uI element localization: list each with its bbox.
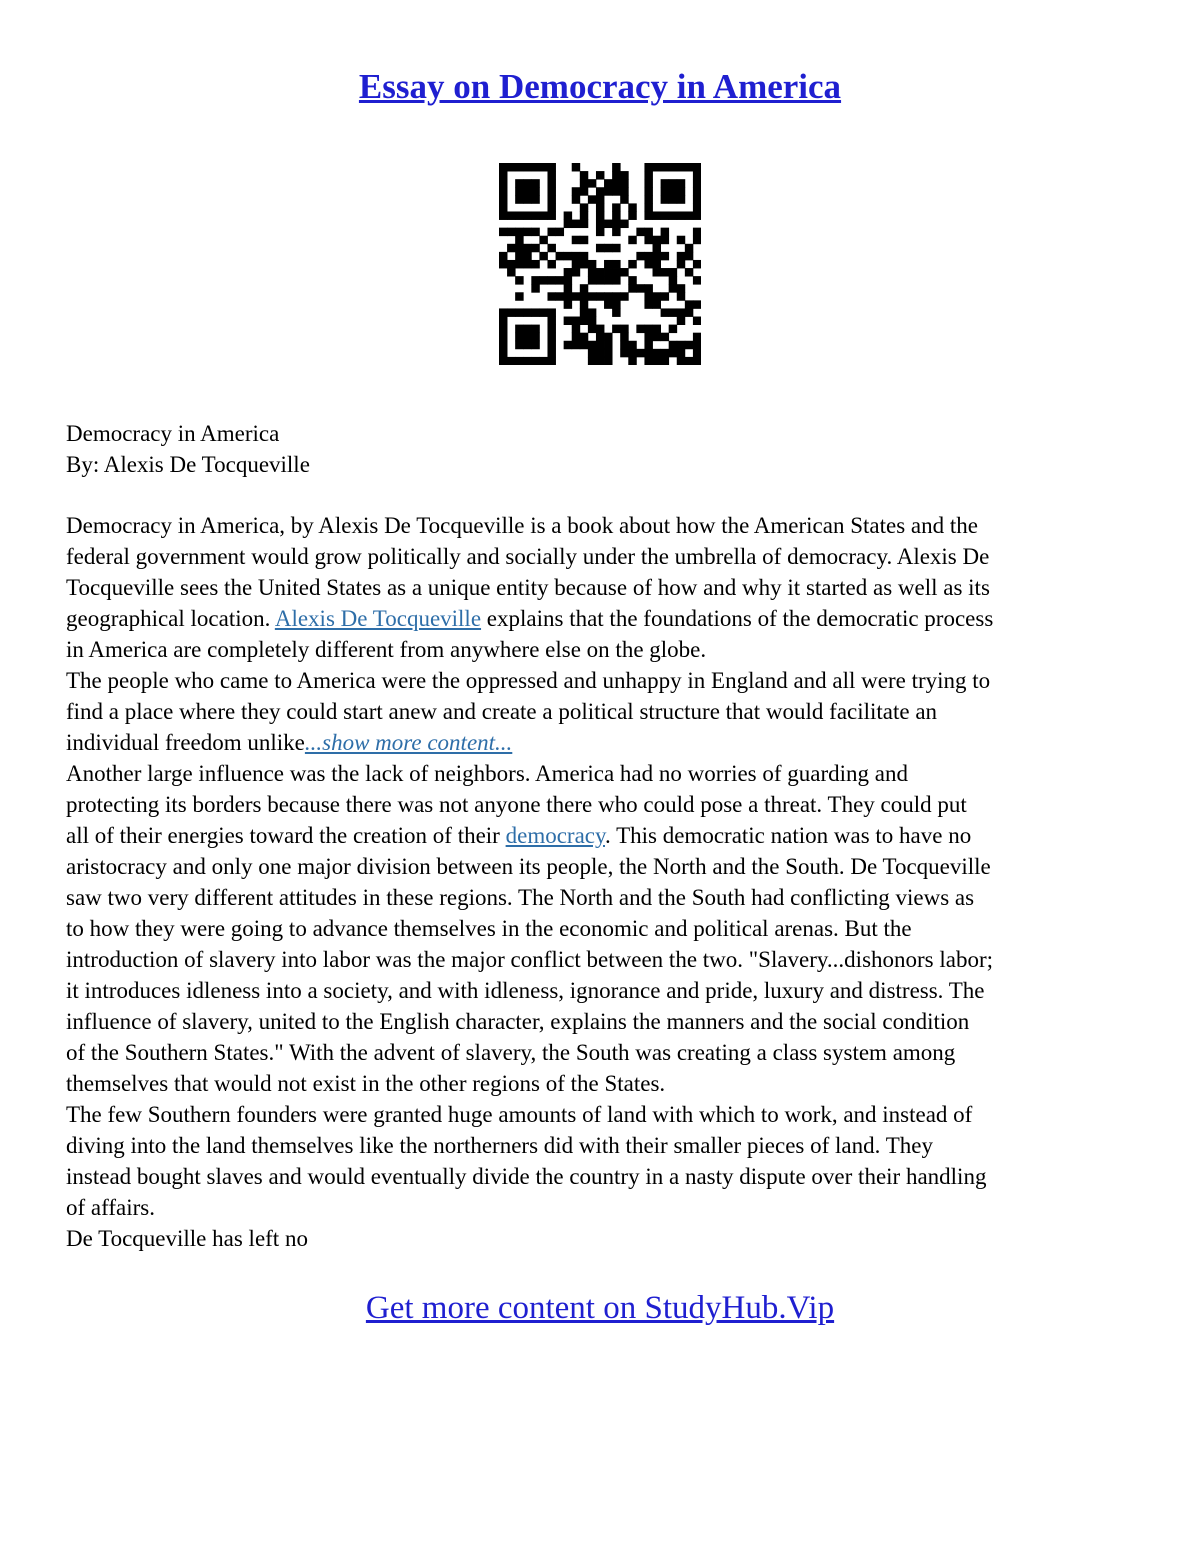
text-span: all of their energies toward the creation of their	[66, 823, 506, 848]
democracy-link[interactable]: democracy	[505, 823, 605, 848]
text-line: find a place where they could start anew and create a political structure that would facilitate an	[66, 699, 938, 724]
text-line: of the Southern States." With the advent of slavery, the South was creating a class system among	[66, 1040, 956, 1065]
text-line: saw two very different attitudes in these regions. The North and the South had conflicting views as	[66, 885, 975, 910]
page-title	[0, 66, 1200, 108]
text-line: The people who came to America were the oppressed and unhappy in England and all were trying to	[66, 668, 991, 693]
text-line: The few Southern founders were granted huge amounts of land with which to work, and instead of	[66, 1102, 973, 1127]
text-line: introduction of slavery into labor was the major conflict between the two. "Slavery...dishonors labor;	[66, 947, 994, 972]
document-meta	[66, 418, 310, 480]
text-line: in America are completely different from anywhere else on the globe.	[66, 637, 707, 662]
text-line: it introduces idleness into a society, and with idleness, ignorance and pride, luxury and distress. The	[66, 978, 985, 1003]
text-line: protecting its borders because there was not anyone there who could pose a threat. They could put	[66, 792, 967, 817]
work-title: Democracy in America	[66, 421, 280, 446]
text-line: De Tocqueville has left no	[66, 1226, 308, 1251]
cta-footer	[0, 1288, 1200, 1328]
author-link[interactable]: Alexis De Tocqueville	[274, 606, 482, 631]
text-line: themselves that would not exist in the other regions of the States.	[66, 1071, 666, 1096]
text-span: individual freedom unlike	[66, 730, 305, 755]
text-line: diving into the land themselves like the northerners did with their smaller pieces of land. They	[66, 1133, 933, 1158]
text-line: of affairs.	[66, 1195, 155, 1220]
text-line	[66, 603, 1146, 634]
text-line: Tocqueville sees the United States as a unique entity because of how and why it started as well as its	[66, 575, 990, 600]
text-line: instead bought slaves and would eventually divide the country in a nasty dispute over their handling	[66, 1164, 987, 1189]
text-line: Another large influence was the lack of neighbors. America had no worries of guarding and	[66, 761, 908, 786]
byline: By: Alexis De Tocqueville	[66, 452, 310, 477]
text-line: federal government would grow politically and socially under the umbrella of democracy. Alexis De	[66, 544, 990, 569]
text-line: influence of slavery, united to the English character, explains the manners and the social condition	[66, 1009, 970, 1034]
text-span: explains that the foundations of the democratic process	[481, 606, 994, 631]
text-line	[66, 727, 1146, 758]
text-line: aristocracy and only one major division between its people, the North and the South. De Tocqueville	[66, 854, 991, 879]
essay-body	[66, 510, 1146, 1254]
show-more-link[interactable]: ...show more content...	[304, 730, 513, 755]
text-line: Democracy in America, by Alexis De Tocqueville is a book about how the American States and the	[66, 513, 978, 538]
text-span: . This democratic nation was to have no	[605, 823, 972, 848]
title-link[interactable]: Essay on Democracy in America	[358, 67, 842, 106]
text-line	[66, 820, 1146, 851]
qr-code	[499, 163, 701, 365]
get-more-content-link[interactable]: Get more content on StudyHub.Vip	[365, 1290, 835, 1326]
text-span: geographical location.	[66, 606, 275, 631]
text-line: to how they were going to advance themselves in the economic and political arenas. But the	[66, 916, 912, 941]
